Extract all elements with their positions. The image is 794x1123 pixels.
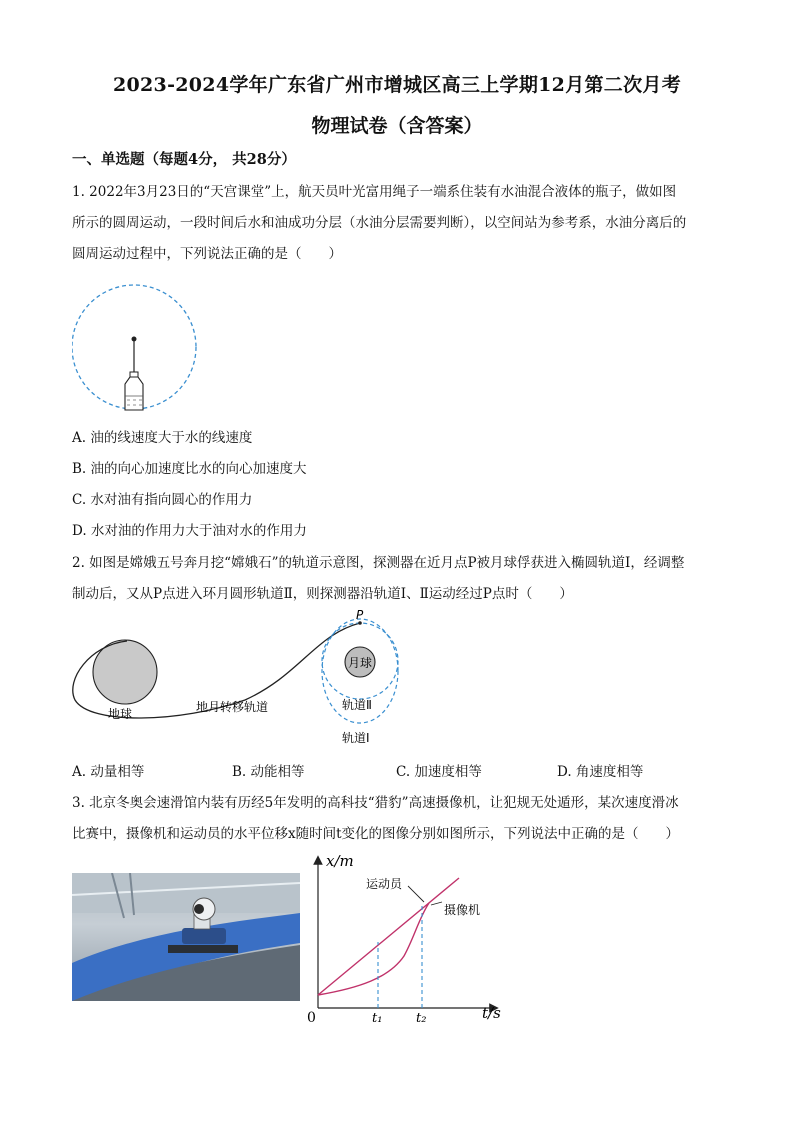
q1-line1: 1. 2022年3月23日的“天宫课堂”上，航天员叶光富用绳子一端系住装有水油混合液体的瓶子，做如图 [72, 184, 677, 200]
q2-option-d: D. 角速度相等 [557, 764, 644, 780]
q3-line1: 3. 北京冬奥会速滑馆内装有历经5年发明的高科技“猎豹”高速摄像机，让犯规无处遁形，某次速度滑冰 [72, 795, 679, 811]
moon-label: 月球 [348, 656, 373, 670]
q3-xt-graph [304, 848, 514, 1024]
point-p-label: P [356, 608, 364, 622]
camera-label: 摄像机 [444, 903, 481, 917]
q1-line2: 所示的圆周运动，一段时间后水和油成功分层（水油分层需要判断），以空间站为参考系，水油分离后的 [72, 215, 687, 231]
q1-option-d: D. 水对油的作用力大于油对水的作用力 [72, 523, 307, 539]
athlete-pointer [408, 886, 424, 902]
orbit-1-label: 轨道Ⅰ [342, 731, 370, 745]
earth [93, 640, 157, 704]
q2-option-b: B. 动能相等 [232, 764, 305, 780]
x-axis-label: t/s [482, 1004, 501, 1022]
camera-photo [72, 873, 300, 1001]
athlete-line [318, 878, 459, 995]
paper-title-line2: 物理试卷（含答案） [311, 115, 483, 137]
q2-orbit-diagram [70, 605, 410, 755]
y-axis-label: x/m [326, 852, 354, 870]
q2-line1: 2. 如图是嫦娥五号奔月挖“嫦娥石”的轨道示意图，探测器在近月点P被月球俘获进入椭圆轨道Ⅰ，经调整 [72, 555, 685, 571]
paper-title-line1: 2023-2024学年广东省广州市增城区高三上学期12月第二次月考 [113, 74, 681, 96]
q2-option-a: A. 动量相等 [72, 764, 145, 780]
earth-label: 地球 [108, 707, 133, 721]
q1-diagram [72, 276, 202, 421]
camera-pointer [431, 902, 442, 905]
q2-line2: 制动后，又从P点进入环月圆形轨道Ⅱ，则探测器沿轨道Ⅰ、Ⅱ运动经过P点时（ ） [72, 586, 573, 602]
t1-label: t₁ [372, 1011, 383, 1024]
q2-option-c: C. 加速度相等 [396, 764, 482, 780]
q1-option-b: B. 油的向心加速度比水的向心加速度大 [72, 461, 307, 477]
section-heading: 一、单选题（每题4分， 共28分） [72, 151, 296, 168]
orbit-2-label: 轨道Ⅱ [342, 698, 372, 712]
q1-bottle-cap [130, 372, 138, 377]
q1-line3: 圆周运动过程中，下列说法正确的是（ ） [72, 246, 342, 262]
origin-label: 0 [307, 1010, 316, 1024]
q3-line2: 比赛中，摄像机和运动员的水平位移x随时间t变化的图像分别如图所示，下列说法中正确的是（ ） [72, 826, 680, 842]
transfer-orbit-label: 地月转移轨道 [196, 700, 269, 714]
q1-option-c: C. 水对油有指向圆心的作用力 [72, 492, 253, 508]
q1-option-a: A. 油的线速度大于水的线速度 [72, 430, 253, 446]
t2-label: t₂ [416, 1011, 427, 1024]
athlete-label: 运动员 [366, 877, 403, 891]
